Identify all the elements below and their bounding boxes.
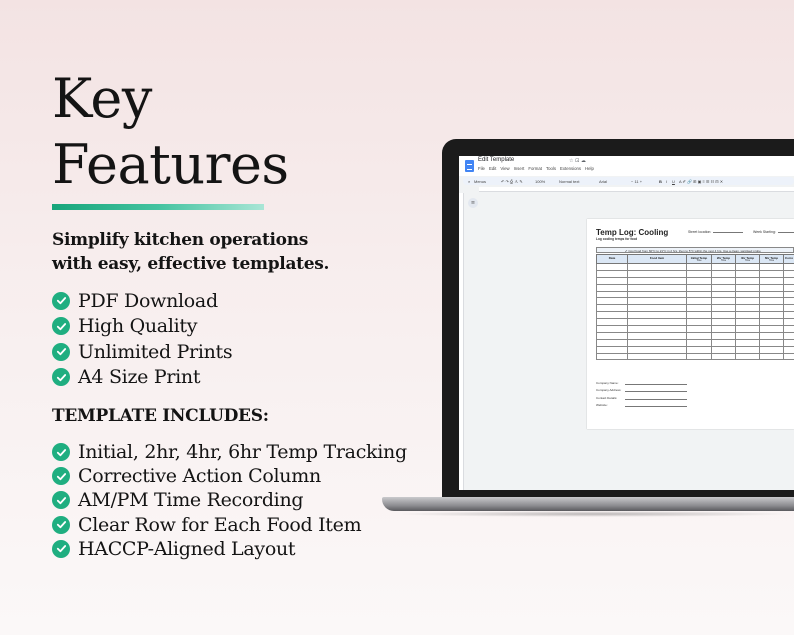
table-cell[interactable] [687,270,712,277]
table-cell[interactable] [628,326,687,333]
table-cell[interactable] [736,284,760,291]
table-cell[interactable] [784,298,794,305]
table-cell[interactable] [687,312,712,319]
table-cell[interactable] [712,284,736,291]
table-cell[interactable] [597,332,628,339]
table-cell[interactable] [687,264,712,271]
table-cell[interactable] [687,291,712,298]
detail-label: Website: [596,403,608,407]
check-circle-icon [52,443,70,461]
table-cell[interactable] [687,339,712,346]
col-food-item [628,255,687,264]
includes-heading: TEMPLATE INCLUDES: [52,406,269,426]
table-cell[interactable] [784,332,794,339]
table-cell[interactable] [628,346,687,353]
detail-line [625,391,687,392]
check-circle-icon [52,467,70,485]
feature-label: High Quality [78,315,198,338]
table-cell[interactable] [712,264,736,271]
table-cell[interactable] [736,270,760,277]
table-cell[interactable] [597,339,628,346]
check-circle-icon [52,491,70,509]
table-cell[interactable] [736,353,760,360]
table-cell[interactable] [784,326,794,333]
table-cell[interactable] [784,312,794,319]
table-cell[interactable] [736,291,760,298]
table-cell[interactable] [597,305,628,312]
table-cell[interactable] [784,264,794,271]
doc-title[interactable]: Edit Template [478,157,515,163]
table-cell[interactable] [597,264,628,271]
includes-list [52,440,407,561]
menu-insert[interactable]: Insert [513,166,525,171]
table-cell[interactable] [712,326,736,333]
table-cell[interactable] [736,319,760,326]
menu-edit[interactable]: Edit [488,166,497,171]
table-cell[interactable] [784,291,794,298]
table-cell[interactable] [760,346,784,353]
table-row [597,264,794,271]
detail-label: Contact Details: [596,395,618,400]
table-row [597,277,794,284]
location-field [688,230,743,234]
table-row [597,319,794,326]
col-initial-sub: Time [696,260,702,262]
col-2hr-temp [712,255,736,264]
title-line-2: Features [52,133,289,196]
features-list [52,288,232,390]
subtitle [52,228,352,276]
week-field [753,230,794,234]
table-cell[interactable] [712,298,736,305]
feature-item [52,365,232,391]
feature-item [52,288,232,314]
vertical-ruler [459,193,464,490]
table-cell[interactable] [712,305,736,312]
week-label: Week Starting: [753,230,776,234]
table-row [597,291,794,298]
page-title [52,66,352,198]
include-label: HACCP-Aligned Layout [78,537,296,560]
font-size-stepper[interactable]: − 11 + [631,178,643,184]
table-cell[interactable] [736,346,760,353]
table-cell[interactable] [784,305,794,312]
table-cell[interactable] [712,291,736,298]
table-cell[interactable] [712,353,736,360]
check-circle-icon [52,292,70,310]
company-details [596,377,687,407]
table-row [597,298,794,305]
col-initial-label: Initial Temp [690,256,708,260]
col-2hr-sub: Time [720,260,727,262]
table-cell[interactable] [628,339,687,346]
table-row [597,312,794,319]
table-cell[interactable] [760,353,784,360]
detail-row [596,385,687,393]
table-cell[interactable] [760,312,784,319]
style-select[interactable]: Normal text [559,178,580,184]
table-row [597,305,794,312]
table-cell[interactable] [687,298,712,305]
accent-divider [52,204,264,210]
col-4hr-temp [736,255,760,264]
check-circle-icon [52,516,70,534]
instruction-banner: ✔ Cool food from 60°C to 21°C in 2 hrs, then to 5°C within the next 4 hrs. Use a clean, sanitised probe [596,247,794,253]
table-cell[interactable] [760,319,784,326]
table-cell[interactable] [628,298,687,305]
search-icon[interactable]: ⌕ [468,178,471,184]
table-cell[interactable] [736,312,760,319]
log-subtitle: Log cooling temps for food [596,237,638,241]
feature-label: Unlimited Prints [78,340,233,363]
table-cell[interactable] [628,305,687,312]
location-label: Street location: [688,230,712,234]
table-cell[interactable] [760,291,784,298]
include-label: AM/PM Time Recording [78,489,304,512]
table-body [597,264,794,360]
col-date-label: Date [608,256,616,260]
detail-row [596,377,687,385]
table-cell[interactable] [760,339,784,346]
detail-line [625,384,687,385]
menu-file[interactable]: File [478,166,485,171]
document-page [587,219,794,429]
horizontal-ruler [479,187,794,192]
underline-icon[interactable]: U [672,178,675,184]
table-cell[interactable] [712,332,736,339]
detail-row [596,400,687,408]
table-cell[interactable] [760,270,784,277]
table-cell[interactable] [687,305,712,312]
menu-view[interactable]: View [500,166,510,171]
table-cell[interactable] [760,264,784,271]
table-cell[interactable] [597,353,628,360]
table-cell[interactable] [736,305,760,312]
table-cell[interactable] [712,339,736,346]
table-cell[interactable] [784,319,794,326]
table-cell[interactable] [597,326,628,333]
table-cell[interactable] [687,319,712,326]
col-date [597,255,628,264]
include-item [52,537,407,561]
include-label: Initial, 2hr, 4hr, 6hr Temp Tracking [78,441,407,464]
laptop-screen [459,156,794,490]
table-cell[interactable] [736,298,760,305]
table-cell[interactable] [597,291,628,298]
table-cell[interactable] [597,298,628,305]
table-cell[interactable] [712,319,736,326]
table-cell[interactable] [760,284,784,291]
subtitle-line-1: Simplify kitchen operations [52,230,309,250]
col-corrective [784,255,794,264]
col-corrective-label: Corre [784,256,793,260]
docs-toolbar [463,177,794,185]
menu-help[interactable]: Help [585,166,594,171]
table-cell[interactable] [597,312,628,319]
table-cell[interactable] [736,326,760,333]
check-circle-icon [52,343,70,361]
table-cell[interactable] [628,277,687,284]
table-row [597,284,794,291]
feature-item [52,339,232,365]
table-cell[interactable] [760,298,784,305]
outline-icon[interactable]: ≡ [468,198,478,208]
table-cell[interactable] [687,284,712,291]
table-cell[interactable] [597,346,628,353]
menus-search[interactable]: Menus [474,178,487,184]
check-circle-icon [52,368,70,386]
table-cell[interactable] [687,326,712,333]
include-item [52,488,407,512]
table-cell[interactable] [628,353,687,360]
table-cell[interactable] [597,270,628,277]
table-cell[interactable] [628,312,687,319]
table-cell[interactable] [712,346,736,353]
table-cell[interactable] [736,264,760,271]
include-item [52,513,407,537]
table-cell[interactable] [687,346,712,353]
table-row [597,332,794,339]
table-row [597,346,794,353]
font-select[interactable]: Arial [599,178,608,184]
table-row [597,270,794,277]
table-cell[interactable] [628,264,687,271]
italic-icon[interactable]: I [666,178,668,184]
col-6hr-label: 6hr Temp [764,256,779,260]
feature-item [52,314,232,340]
check-circle-icon [52,317,70,335]
menu-format[interactable]: Format [528,166,542,171]
table-cell[interactable] [628,270,687,277]
table-cell[interactable] [760,332,784,339]
table-cell[interactable] [760,277,784,284]
feature-label: A4 Size Print [78,366,201,389]
text-color-icon[interactable]: A ✐ 🔗 ⊞ ▣ ≡ ☰ ☷ ⊟ ✕ [679,178,724,184]
laptop-shadow [392,511,794,517]
detail-label: Company Name: [596,380,619,385]
detail-line [625,399,687,400]
table-cell[interactable] [597,277,628,284]
detail-line [625,406,687,407]
table-cell[interactable] [712,270,736,277]
include-label: Clear Row for Each Food Item [78,513,362,536]
table-cell[interactable] [784,353,794,360]
star-icon[interactable]: ☆ ⊡ ☁ [569,158,586,164]
include-label: Corrective Action Column [78,465,321,488]
include-item [52,440,407,464]
col-4hr-sub: Time [744,260,751,262]
laptop-mockup [382,139,794,519]
undo-icon[interactable]: ↶ ↷ ⎙ Ａ ✎ [501,178,523,184]
check-circle-icon [52,540,70,558]
table-cell[interactable] [736,332,760,339]
table-cell[interactable] [784,270,794,277]
table-cell[interactable] [628,319,687,326]
table-row [597,339,794,346]
table-cell[interactable] [784,277,794,284]
col-food-label: Food Item [649,256,665,260]
table-cell[interactable] [784,339,794,346]
col-6hr-sub: Time [768,260,775,262]
table-cell[interactable] [687,277,712,284]
table-cell[interactable] [597,284,628,291]
menu-tools[interactable]: Tools [545,166,556,171]
title-line-1: Key [52,67,152,130]
table-cell[interactable] [712,312,736,319]
detail-row [596,392,687,400]
table-cell[interactable] [628,284,687,291]
col-4hr-label: 4hr Temp [740,256,755,260]
table-cell[interactable] [628,291,687,298]
table-cell[interactable] [736,277,760,284]
table-row [597,353,794,360]
subtitle-line-2: with easy, effective templates. [52,254,330,274]
detail-label: Company Address: [596,388,622,392]
col-6hr-temp [760,255,784,264]
menu-extensions[interactable]: Extensions [559,166,582,171]
zoom-select[interactable]: 100% [535,178,546,184]
docs-icon[interactable] [465,160,474,172]
feature-label: PDF Download [78,289,218,312]
table-cell[interactable] [687,353,712,360]
temp-log-table [596,254,794,360]
docs-header [459,156,794,176]
table-cell[interactable] [784,284,794,291]
table-cell[interactable] [687,332,712,339]
table-cell[interactable] [597,319,628,326]
table-cell[interactable] [628,332,687,339]
table-cell[interactable] [736,339,760,346]
include-item [52,464,407,488]
log-title: Temp Log: Cooling [596,228,669,237]
table-cell[interactable] [760,326,784,333]
table-cell[interactable] [784,346,794,353]
bold-icon[interactable]: B [659,178,662,184]
table-cell[interactable] [712,277,736,284]
table-row [597,326,794,333]
col-initial-temp [687,255,712,264]
laptop-base [382,497,794,511]
docs-menu-bar [478,166,594,171]
col-2hr-label: 2hr Temp [716,256,731,260]
table-cell[interactable] [760,305,784,312]
